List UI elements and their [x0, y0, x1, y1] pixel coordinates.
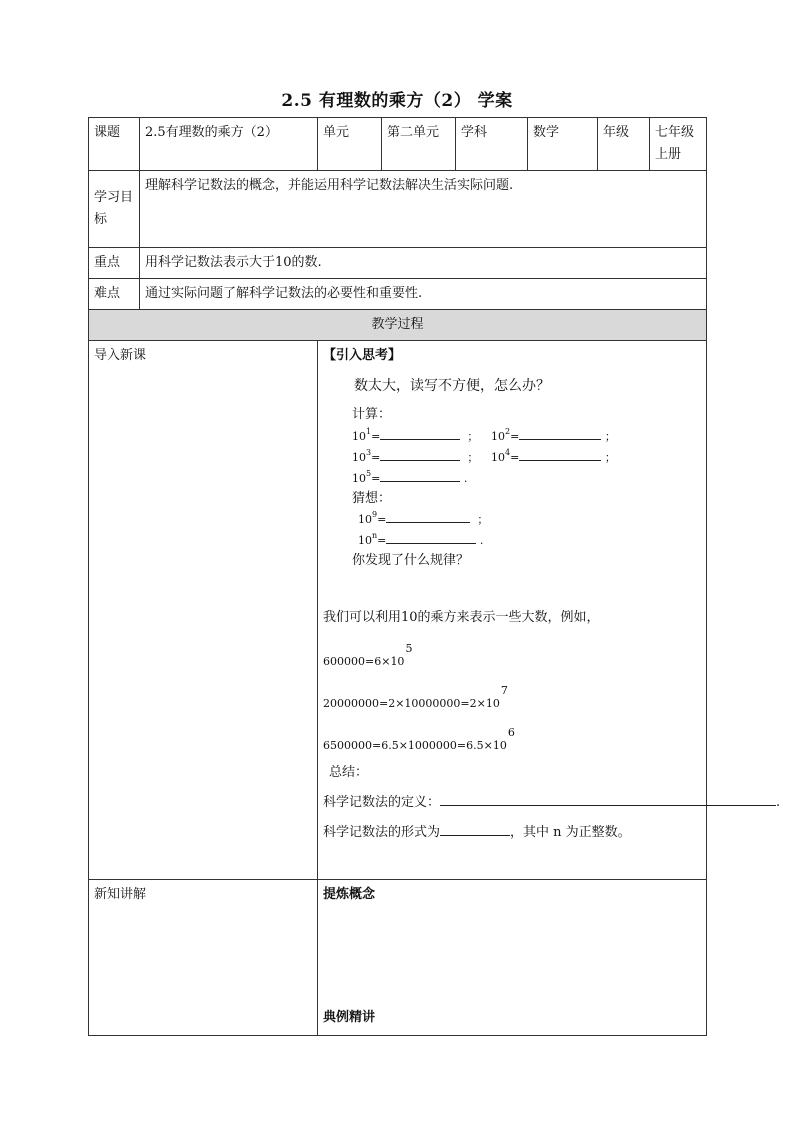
unit-label: 单元 [318, 118, 382, 171]
calc-item: $10^1=$ ； [352, 427, 479, 443]
page-title: 2.5 有理数的乘方（2） 学案 [281, 91, 513, 111]
key-row [89, 248, 707, 279]
difficulty-text: 通过实际问题了解科学记数法的必要性和重要性. [140, 279, 707, 310]
grade-value: 七年级上册 [650, 118, 707, 171]
intro-question: 数太大，读写不方便，怎么办？ [354, 378, 550, 394]
goal-row [89, 171, 707, 248]
intro-content [318, 341, 781, 880]
example-heading: 典例精讲 [323, 1010, 376, 1025]
guess-label: 猜想： [352, 491, 392, 506]
subject-value: 数学 [528, 118, 598, 171]
grade-label: 年级 [598, 118, 650, 171]
definition-line: 科学记数法的定义： . [323, 795, 781, 810]
intro-heading: 【引入思考】 [323, 348, 402, 363]
process-header: 教学过程 [89, 310, 707, 341]
topic-label: 课题 [89, 118, 140, 171]
form-line: 科学记数法的形式为 ，其中 n 为正整数。 [323, 825, 631, 840]
unit-value: 第二单元 [382, 118, 456, 171]
goal-label: 学习目标 [89, 171, 140, 248]
calc-item: $10^5=$ . [352, 469, 468, 485]
process-header-row [89, 310, 707, 341]
new-knowledge-row [89, 880, 707, 1036]
concept-heading: 提炼概念 [323, 887, 376, 902]
difficulty-row [89, 279, 707, 310]
subject-label: 学科 [456, 118, 528, 171]
example-line: 600000=6×105 [323, 642, 413, 668]
new-knowledge-label: 新知讲解 [89, 880, 318, 1036]
pattern-question: 你发现了什么规律？ [352, 553, 470, 568]
use-text: 我们可以利用10的乘方来表示一些大数，例如， [323, 610, 600, 625]
new-knowledge-content [318, 880, 707, 1036]
example-line: 20000000=2×10000000=2×107 [323, 684, 508, 710]
calc-item: $10^3=$ ； [352, 448, 479, 464]
calc-label: 计算： [352, 407, 392, 422]
example-line: 6500000=6.5×1000000=6.5×106 [323, 726, 515, 752]
goal-text: 理解科学记数法的概念，并能运用科学记数法解决生活实际问题. [140, 171, 707, 248]
calc-item: $10^2=$ ； [491, 427, 616, 443]
intro-label: 导入新课 [89, 341, 318, 880]
calc-item: $10^4=$ ； [491, 448, 616, 464]
key-label: 重点 [89, 248, 140, 279]
summary-label: 总结： [329, 765, 369, 780]
key-text: 用科学记数法表示大于10的数. [140, 248, 707, 279]
header-row [89, 118, 707, 171]
lesson-table [88, 117, 781, 1036]
topic-value: 2.5有理数的乘方（2） [140, 118, 318, 171]
intro-row [89, 341, 707, 880]
guess-item: $10^n=$ . [358, 531, 484, 547]
guess-item: $10^9=$ ； [358, 510, 489, 526]
difficulty-label: 难点 [89, 279, 140, 310]
